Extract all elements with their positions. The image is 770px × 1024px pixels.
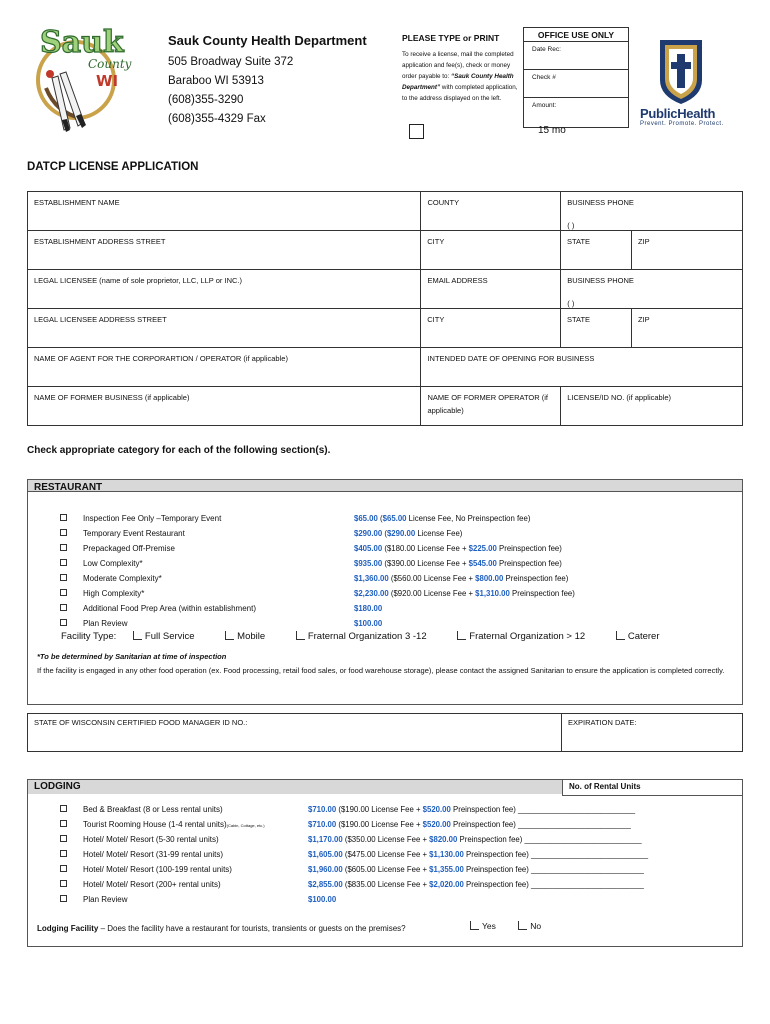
fee-detail-pre: ( [380,514,383,523]
legal-licensee-field[interactable]: LEGAL LICENSEE (name of sole proprietor, LLC, LLP or INC.) [28,270,421,308]
lodging-fee-tail: Preinspection fee) __________________________ [463,880,644,889]
fee-detail: License Fee, No Preinspection fee) [406,514,531,523]
restaurant-item-checkbox[interactable] [60,589,67,596]
lodging-item-checkbox[interactable] [60,805,67,812]
lodging-item-fee [308,892,336,907]
email-field[interactable]: EMAIL ADDRESS [421,270,561,308]
lodging-fee-detail-amount: $1,355.00 [429,865,464,874]
address-line-2: Baraboo WI 53913 [168,75,264,87]
phone-paren: ( ) [567,221,575,230]
lodging-fee-amount: $2,855.00 [308,880,343,889]
fee-amount: $1,360.00 [354,574,389,583]
logo-wi-text: WI [96,72,119,90]
lodging-fee-detail: ($835.00 License Fee + [344,880,430,889]
food-manager-id-field[interactable]: STATE OF WISCONSIN CERTIFIED FOOD MANAGER ID NO.: [28,714,562,751]
restaurant-item-label: Temporary Event Restaurant [83,529,185,538]
payee-name: “Sauk County Health Department” [402,73,514,91]
facility-mobile-label: Mobile [237,631,266,642]
license-id-field[interactable]: LICENSE/ID NO. (if applicable) [561,387,743,425]
grid-row [27,309,743,348]
restaurant-item-checkbox[interactable] [60,559,67,566]
lodging-item-fee [308,862,644,877]
office-amount[interactable]: Amount: [532,102,557,109]
public-health-tagline: Prevent. Promote. Protect. [640,121,724,127]
opening-date-field[interactable]: INTENDED DATE OF OPENING FOR BUSINESS [421,348,743,386]
address-line-1: 505 Broadway Suite 372 [168,56,294,68]
fee-detail-pre: ( [384,529,387,538]
form-title: DATCP LICENSE APPLICATION [27,161,199,173]
facility-mobile[interactable] [225,631,279,642]
restaurant-item-fee [354,586,575,601]
lodging-item-label: Hotel/ Motel/ Resort (31-99 rental units) [83,850,224,859]
application-grid [27,191,743,426]
restaurant-item-label: Plan Review [83,619,128,628]
facility-fraternal-small-label: Fraternal Organization 3 -12 [307,631,427,642]
lodging-item-checkbox[interactable] [60,895,67,902]
expiration-date-field[interactable]: EXPIRATION DATE: [568,718,637,727]
county-field[interactable]: COUNTY [421,192,561,230]
header-checkbox[interactable] [409,124,424,139]
business-phone-label: BUSINESS PHONE [567,198,634,207]
fee-amount: $290.00 [354,529,383,538]
facility-caterer[interactable] [616,631,674,642]
restaurant-item-label: Additional Food Prep Area (within establishment) [83,604,256,613]
lodging-fee-detail: ($605.00 License Fee + [344,865,430,874]
office-use-title: OFFICE USE ONLY [524,28,628,42]
facility-type-label: Facility Type: [61,631,117,642]
lodging-fee-amount: $1,960.00 [308,865,343,874]
restaurant-item-checkbox[interactable] [60,529,67,536]
lodging-item-checkbox[interactable] [60,835,67,842]
lodging-question-bold: Lodging Facility [37,924,99,933]
office-check-number[interactable]: Check # [524,70,628,98]
lodging-fee-tail: Preinspection fee) __________________________ [450,820,631,829]
fee-detail-amount: $545.00 [468,559,497,568]
lodging-fee-detail-amount: $520.00 [422,805,451,814]
department-name: Sauk County Health Department [168,33,367,48]
restaurant-item-label: Inspection Fee Only –Temporary Event [83,514,222,523]
licensee-zip-field[interactable]: ZIP [632,309,743,347]
lodging-fee-detail: ($350.00 License Fee + [344,835,430,844]
restaurant-item[interactable] [60,601,256,616]
lodging-fee-tail: Preinspection fee) ___________________________ [457,835,642,844]
print-title: PLEASE TYPE or PRINT [402,33,500,43]
lodging-item-fee [308,817,631,832]
restaurant-item-label: Prepackaged Off-Premise [83,544,175,553]
lodging-item[interactable] [60,892,127,907]
lodging-item-checkbox[interactable] [60,820,67,827]
sanitarian-note-heading: *To be determined by Sanitarian at time of inspection [37,652,227,661]
restaurant-item[interactable] [60,556,143,571]
business-phone-field[interactable] [561,192,743,230]
lodging-item[interactable] [60,802,223,817]
lodging-item[interactable] [60,847,223,862]
option-no-label: No [530,921,542,931]
facility-full-service[interactable] [133,631,209,642]
yes-no-options [470,921,561,931]
fee-detail-amount: $65.00 [382,514,407,523]
lodging-item-fee [308,847,648,862]
facility-fraternal-small[interactable] [296,631,441,642]
lodging-question [37,924,406,933]
fee-amount: $405.00 [354,544,383,553]
restaurant-title: RESTAURANT [34,482,103,493]
logo-county-text: County [88,57,132,71]
months-label: 15 mo [538,125,566,136]
lodging-fee-detail: ($190.00 License Fee + [338,805,423,814]
public-health-name: PublicHealth [640,106,716,121]
lodging-item-fee [308,802,635,817]
fee-amount: $935.00 [354,559,383,568]
restaurant-item-fee [354,511,530,526]
lodging-fee-detail-amount: $2,020.00 [429,880,464,889]
lodging-item-fee [308,832,642,847]
option-yes-label: Yes [482,921,496,931]
lodging-header-bar [28,780,562,794]
restaurant-item[interactable] [60,511,221,526]
lodging-item-note: (Cabin, Cottage, etc.) [226,823,265,828]
fee-amount: $65.00 [354,514,378,523]
phone-number: (608)355-3290 [168,94,244,106]
licensee-phone-field[interactable] [561,270,743,308]
state-zip-cell [561,231,743,269]
restaurant-item-fee [354,601,382,616]
lodging-question-text: – Does the facility have a restaurant for tourists, transients or guests on the premises? [98,924,406,933]
fee-detail: Preinspection fee) [509,589,575,598]
former-business-field[interactable]: NAME OF FORMER BUSINESS (if applicable) [28,387,421,425]
restaurant-item[interactable] [60,541,175,556]
lodging-item[interactable] [60,817,265,832]
fee-detail-amount: $225.00 [468,544,497,553]
lodging-fee-detail: ($190.00 License Fee + [338,820,423,829]
lodging-item-label: Hotel/ Motel/ Resort (5-30 rental units) [83,835,219,844]
lodging-fee-amount: $710.00 [308,820,337,829]
facility-full-service-label: Full Service [144,631,195,642]
grid-row [27,192,743,231]
restaurant-item-fee [354,556,562,571]
grid-row [27,387,743,426]
fee-detail-pre: ($180.00 License Fee + [384,544,469,553]
lodging-item-checkbox[interactable] [60,865,67,872]
office-date-received[interactable]: Date Rec: [524,42,628,70]
grid-row [27,348,743,387]
fee-detail-amount: $290.00 [386,529,416,538]
fee-amount: $180.00 [354,604,383,613]
lodging-fee-tail: Preinspection fee) ___________________________ [450,805,636,814]
lodging-item-label: Hotel/ Motel/ Resort (100-199 rental units) [83,865,232,874]
office-use-box [523,27,629,128]
restaurant-item-fee [354,526,462,541]
sanitarian-note: If the facility is engaged in any other food operation (ex. Food processing, retail food sales, or food warehouse storage), please contact the assigned Sanitarian to ensure the application is completed correctly. [37,666,725,675]
establishment-street-field[interactable]: ESTABLISHMENT ADDRESS STREET [28,231,421,269]
fax-number: (608)355-4329 Fax [168,113,266,125]
restaurant-item[interactable] [60,571,162,586]
lodging-fee-tail: Preinspection fee) __________________________ [463,865,644,874]
fee-detail-amount: $800.00 [475,574,504,583]
licensee-city-field[interactable]: CITY [421,309,561,347]
lodging-fee-detail: ($475.00 License Fee + [344,850,430,859]
fee-detail: License Fee) [415,529,463,538]
establishment-zip-field[interactable]: ZIP [632,231,743,269]
restaurant-item-checkbox[interactable] [60,514,67,521]
logo-sauk-text: Sauk [40,25,124,60]
lodging-fee-amount: $1,170.00 [308,835,343,844]
restaurant-item-fee [354,571,568,586]
fee-amount: $2,230.00 [354,589,389,598]
lodging-item-label: Plan Review [83,895,128,904]
food-manager-row [27,713,743,752]
check-category-heading: Check appropriate category for each of the following section(s). [27,445,331,456]
option-yes[interactable] [470,921,506,931]
fee-detail: Preinspection fee) [496,559,562,568]
lodging-fee-amount: $710.00 [308,805,337,814]
former-operator-field[interactable]: NAME OF FORMER OPERATOR (if applicable) [421,387,561,425]
sauk-county-logo [26,18,138,138]
fee-detail: Preinspection fee) [496,544,562,553]
fee-amount: $100.00 [354,619,383,628]
lodging-fee-detail-amount: $520.00 [422,820,451,829]
restaurant-item[interactable] [60,586,144,601]
grid-row [27,231,743,270]
licensee-street-field[interactable]: LEGAL LICENSEE ADDRESS STREET [28,309,421,347]
department-info [168,33,367,132]
facility-type-row [61,631,688,642]
option-no[interactable] [518,921,551,931]
fee-detail-pre: ($390.00 License Fee + [384,559,469,568]
rental-units-header: No. of Rental Units [562,779,743,796]
establishment-name-field[interactable]: ESTABLISHMENT NAME [28,192,421,230]
print-text-2: with completed application, to the address displayed on the left. [402,84,518,102]
agent-name-field[interactable]: NAME OF AGENT FOR THE CORPORARTION / OPERATOR (if applicable) [28,348,421,386]
licensee-state-field[interactable]: STATE [561,309,632,347]
lodging-item-checkbox[interactable] [60,850,67,857]
establishment-city-field[interactable]: CITY [421,231,561,269]
print-text [402,49,518,104]
establishment-state-field[interactable]: STATE [561,231,632,269]
state-zip-cell [561,309,743,347]
lodging-item-label: Tourist Rooming House (1-4 rental units) [83,820,227,829]
restaurant-item-checkbox[interactable] [60,619,67,626]
grid-row [27,270,743,309]
fee-detail-pre: ($560.00 License Fee + [390,574,476,583]
restaurant-item[interactable] [60,526,185,541]
restaurant-item-fee [354,616,382,631]
facility-caterer-label: Caterer [627,631,660,642]
lodging-fee-amount: $100.00 [308,895,337,904]
restaurant-item-checkbox[interactable] [60,574,67,581]
fee-detail-pre: ($920.00 License Fee + [390,589,476,598]
fee-detail: Preinspection fee) [503,574,569,583]
restaurant-header-bar [28,480,742,492]
restaurant-item[interactable] [60,616,127,631]
fee-detail-amount: $1,310.00 [475,589,510,598]
restaurant-item-label: High Complexity* [83,589,145,598]
restaurant-item-label: Moderate Complexity* [83,574,162,583]
restaurant-item-checkbox[interactable] [60,544,67,551]
facility-fraternal-large[interactable] [457,631,599,642]
print-text-1: To receive a license, mail the completed application and fee(s), check or money order payable to: [402,51,514,80]
lodging-fee-detail-amount: $1,130.00 [429,850,464,859]
print-instructions [402,33,518,104]
lodging-item[interactable] [60,877,221,892]
lodging-fee-amount: $1,605.00 [308,850,343,859]
lodging-item-label: Hotel/ Motel/ Resort (200+ rental units) [83,880,221,889]
lodging-item-checkbox[interactable] [60,880,67,887]
lodging-item[interactable] [60,832,219,847]
lodging-fee-tail: Preinspection fee) ___________________________ [463,850,649,859]
licensee-phone-label: BUSINESS PHONE [567,276,634,285]
lodging-item[interactable] [60,862,232,877]
restaurant-item-checkbox[interactable] [60,604,67,611]
lodging-title: LODGING [34,781,81,792]
lodging-item-label: Bed & Breakfast (8 or Less rental units) [83,805,223,814]
lodging-fee-detail-amount: $820.00 [429,835,458,844]
phone-paren: ( ) [567,299,575,308]
restaurant-item-label: Low Complexity* [83,559,143,568]
lodging-item-fee [308,877,644,892]
facility-fraternal-large-label: Fraternal Organization > 12 [469,631,586,642]
restaurant-item-fee [354,541,562,556]
